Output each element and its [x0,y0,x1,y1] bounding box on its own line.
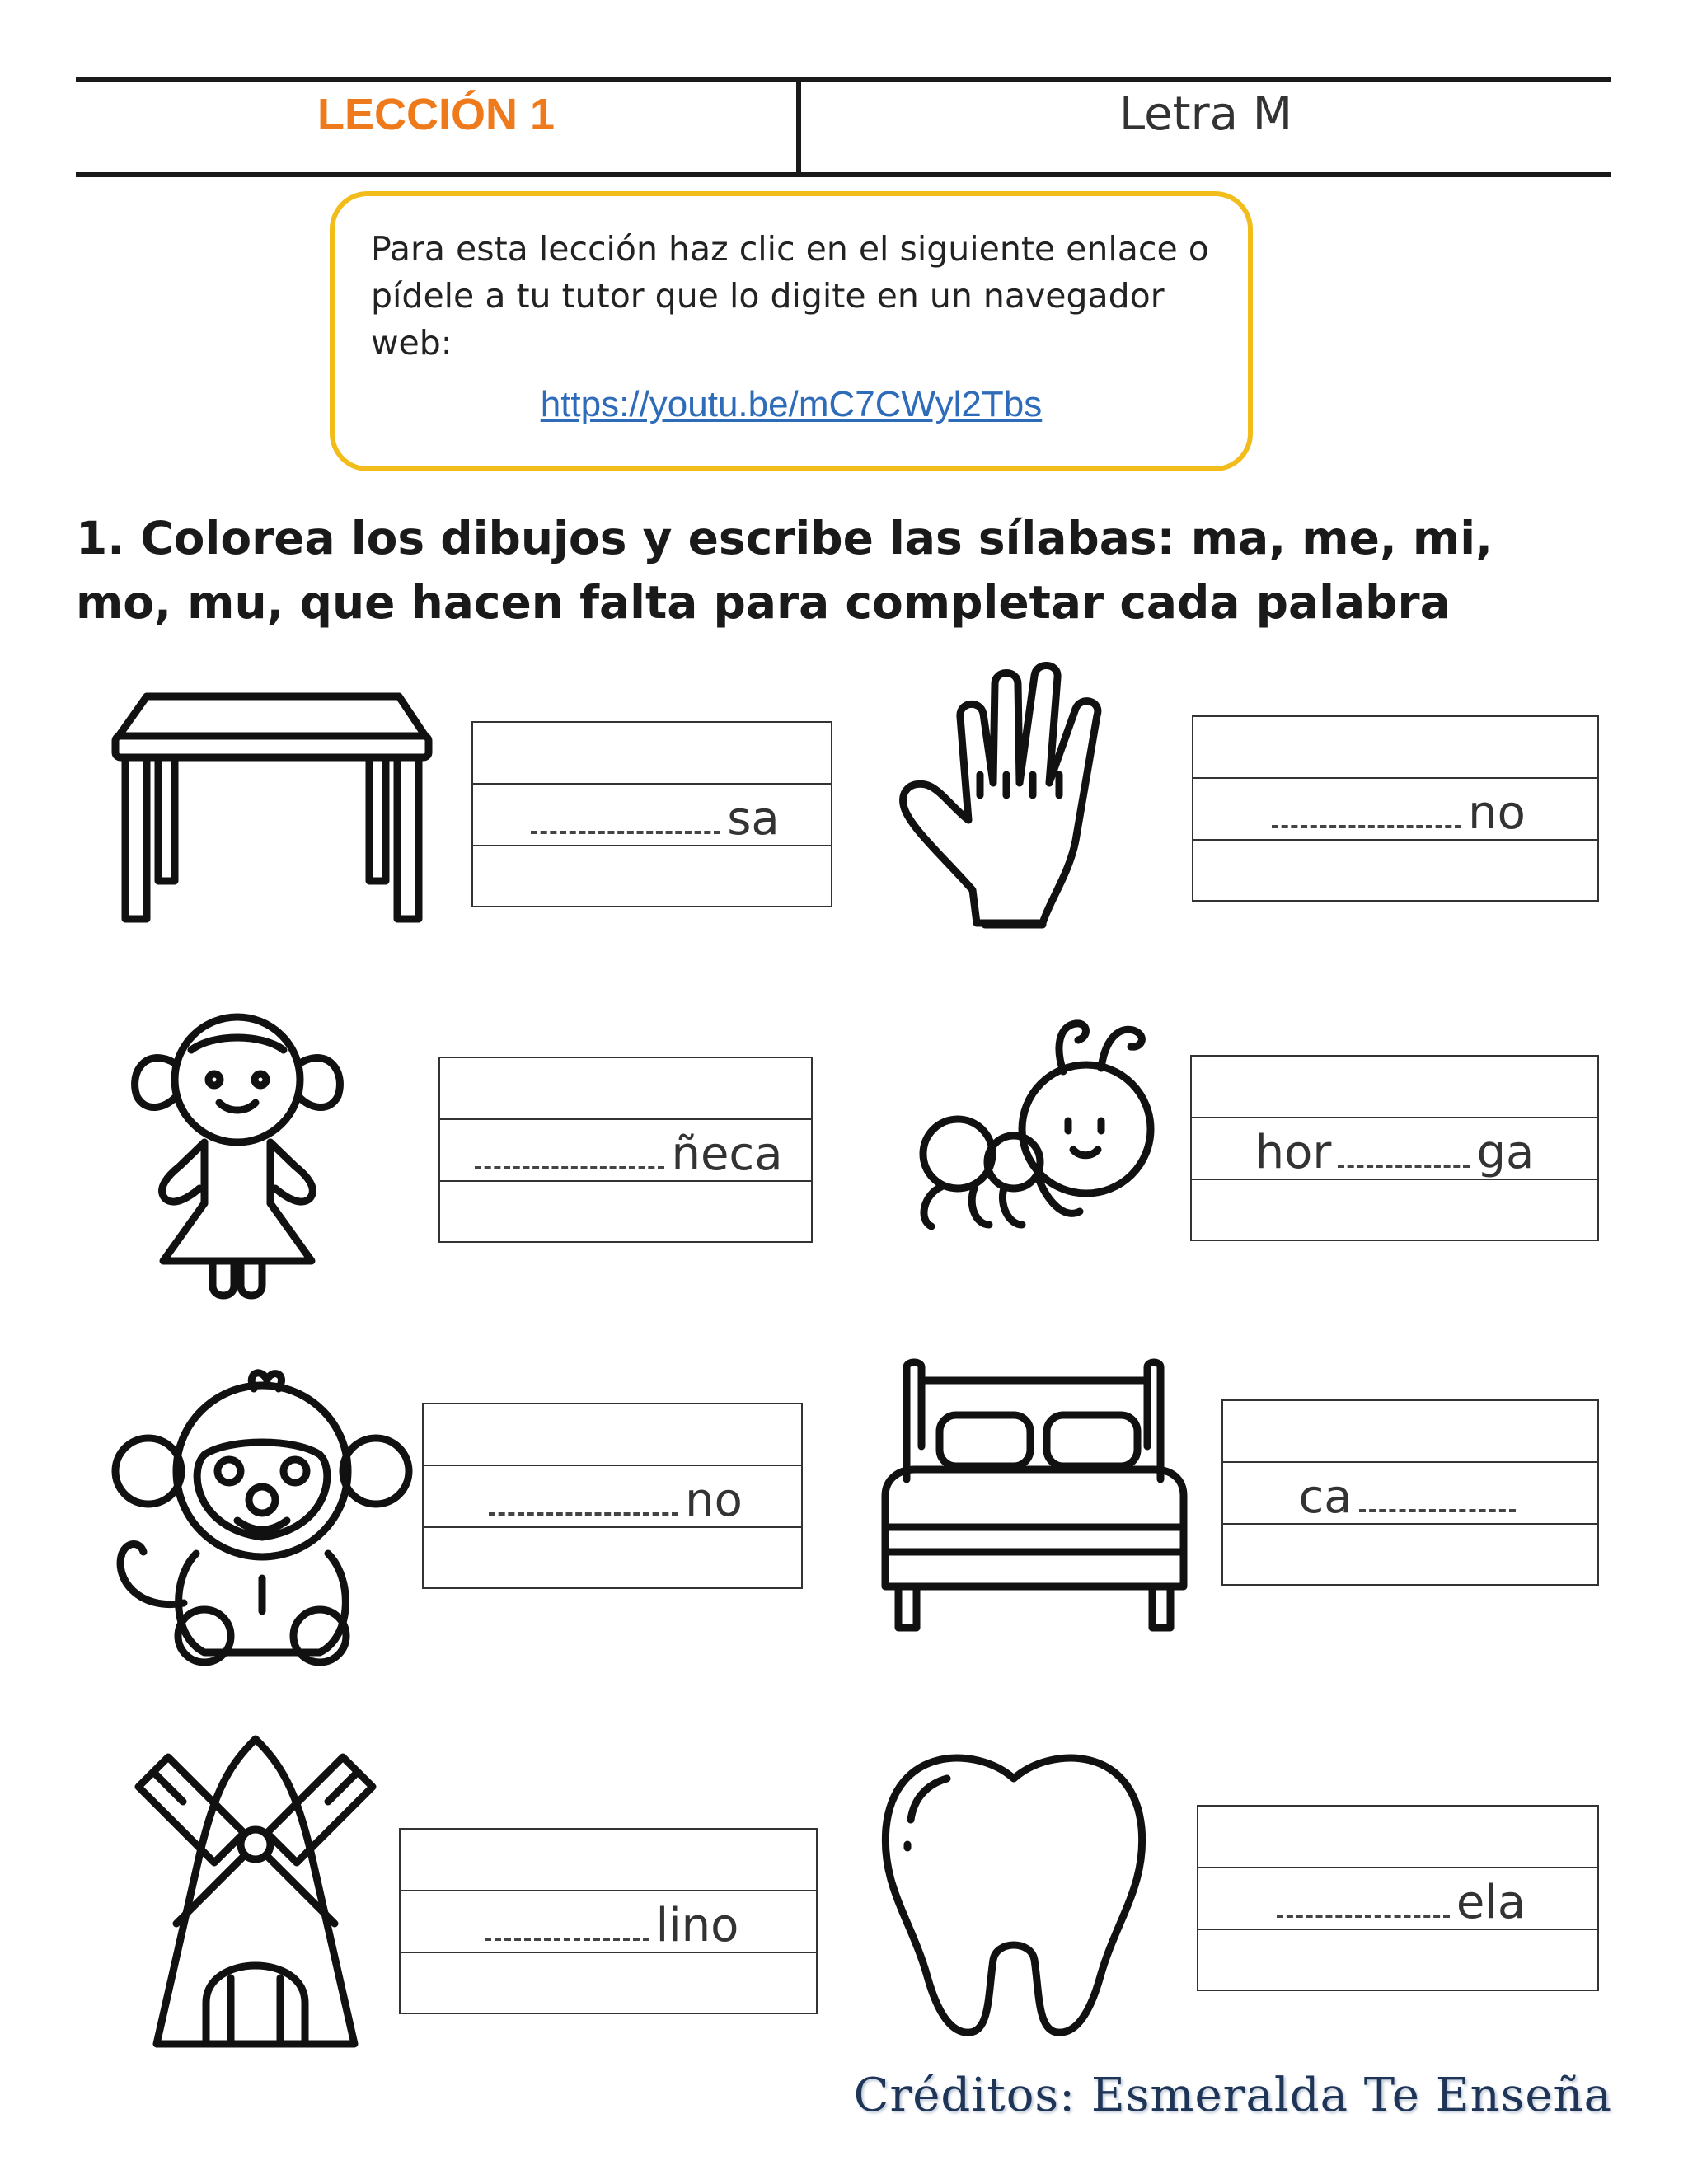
answer-box[interactable] [438,1057,813,1243]
header-top-rule [76,77,1611,82]
answer-box[interactable] [1190,1055,1599,1241]
word-prefix: hor [1254,1126,1332,1179]
video-link[interactable]: https://youtu.be/mC7CWyl2Tbs [540,384,1043,424]
bed-icon [874,1356,1195,1636]
tooth-icon [878,1746,1150,2042]
blank-line[interactable] [1338,1156,1470,1168]
letter-title: Letra M [1118,87,1293,141]
answer-box[interactable] [422,1403,803,1589]
info-text: Para esta lección haz clic en el siguiente enlace o pídele a tu tutor que lo digite en un navegador web: [371,229,1209,363]
credits: Créditos: Esmeralda Te Enseña [853,2069,1612,2122]
blank-line[interactable] [485,1929,649,1941]
info-box [330,191,1253,471]
table-icon [107,688,437,927]
word-suffix: no [1468,786,1526,840]
blank-line[interactable] [1272,817,1461,828]
word-suffix: sa [727,792,780,846]
word-suffix: no [685,1474,743,1527]
answer-box[interactable] [1192,715,1599,902]
word-suffix: lino [655,1899,739,1952]
header-bottom-rule [76,172,1611,177]
ant-icon [907,1014,1170,1236]
blank-line[interactable] [489,1504,678,1516]
blank-line[interactable] [531,823,720,834]
instruction-text: 1. Colorea los dibujos y escribe las sílabas: ma, me, mi, mo, mu, que hacen falta para completar cada palabra [76,512,1493,629]
hand-icon [894,651,1133,931]
doll-icon [122,997,353,1302]
monkey-icon [106,1364,419,1677]
blank-line[interactable] [475,1158,664,1169]
word-suffix: ñeca [671,1127,783,1181]
word-prefix: ca [1298,1470,1353,1524]
blank-line[interactable] [1277,1906,1450,1918]
word-suffix: ga [1476,1126,1535,1179]
answer-box[interactable] [399,1828,818,2014]
answer-box[interactable] [1221,1399,1599,1586]
answer-box[interactable] [1197,1805,1599,1991]
lesson-title: LECCIÓN 1 [316,90,556,139]
answer-box[interactable] [471,721,832,907]
word-suffix: ela [1456,1876,1526,1929]
blank-line[interactable] [1359,1501,1516,1512]
windmill-icon [124,1731,387,2052]
